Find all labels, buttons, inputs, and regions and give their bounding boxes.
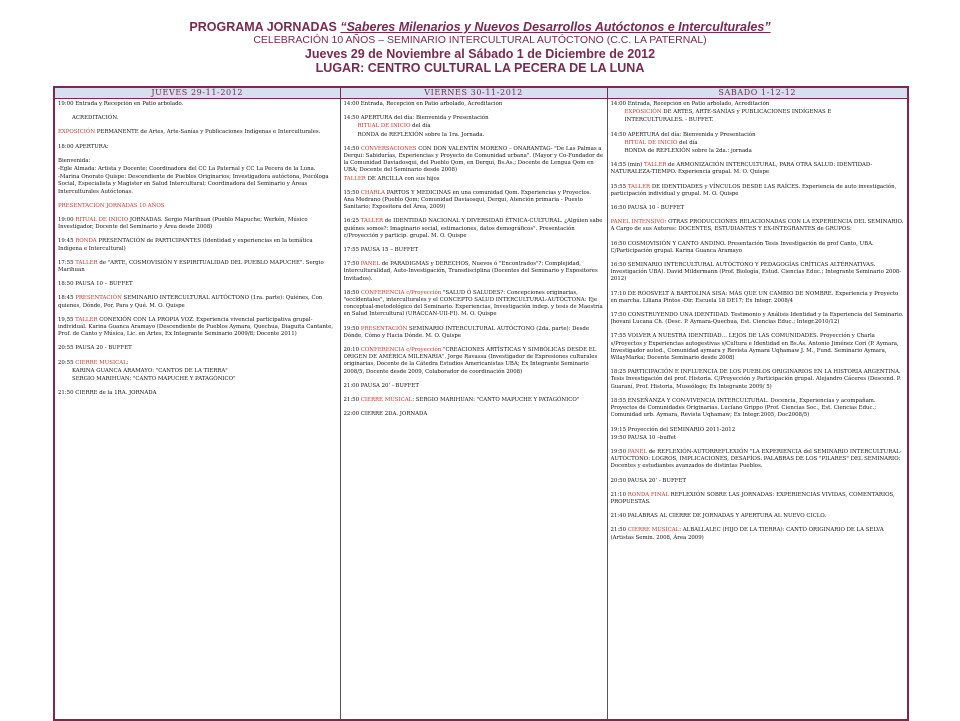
entry-keyword: PANEL INTENSIVO [610, 219, 665, 226]
schedule-entry [344, 411, 604, 418]
program-title [0, 20, 960, 34]
entry-description: : ALBALLALEC (HIJO DE LA TIERRA): CANTO ORIGINARIO DE LA SELVA (Artistas Semin. 2008, Área 2009) [610, 527, 884, 541]
program-dates: Jueves 29 de Noviembre al Sábado 1 de Diciembre de 2012 [304, 47, 656, 61]
schedule-entry [611, 132, 905, 139]
entry-time-text: 21:50 CIERRE de la 1RA. JORNADA [58, 390, 157, 397]
entry-description: de REFLEXIÓN-AUTORREFLEXIÓN "LA EXPERIENCIA del SEMINARIO INTERCULTURAL-AUTÓCTONO: LOGROS, IMPLICACIONES, DESAFÍOS. PALABRAS DE LOS "PILARES" DEL SEMINARIO: Docentes y estudiantes avanzados de distintas Pueblos. [610, 448, 902, 470]
schedule-entry [611, 291, 905, 305]
program-title-prefix: PROGRAMA JORNADAS [189, 20, 341, 34]
schedule-entry [344, 383, 604, 390]
entry-description: KARINA GUANCA ARAMAYO: "CANTOS DE LA TIERRA" [72, 367, 228, 374]
schedule-entry [611, 262, 905, 284]
schedule-entry [611, 513, 905, 520]
schedule-entry [58, 390, 337, 397]
entry-time-text: 20:55 PAUSA 20 - BUFFET [58, 345, 132, 352]
entry-keyword: TALLER [643, 162, 667, 169]
saturday-entries [611, 101, 905, 717]
entry-keyword: CIERRE MUSICAL [75, 359, 127, 366]
entry-description: CON DON VALENTÍN MORENO – ONARANTAG- "De Las Palmas a Derqui: Sabidurías, Experiencias y Proyecto de Comunidad urbana". (Mayor y Co-Fundador de la Comunidad Daviadosqui, del Pueblo Qom, en Derqui, Bs.As.; Docente de Lengua Qom en UBA; Docente del Seminario desde 2008) [343, 145, 604, 174]
schedule-entry [344, 146, 604, 175]
entry-description: : [126, 359, 129, 366]
entry-keyword: RITUAL DE INICIO [624, 139, 678, 146]
entry-description: CONEXIÓN CON LA PROPIA VOZ. Experiencia vivencial participativa grupal-individual. Karina Guanca Aramayo (Descendiente de Pueblos Aymara, Quechua, Diaguita Cantante, Prof. de Canto y Música, Lic. en Artes, Ex Integrante Seminario 2009/8; Docente 2011) [58, 316, 333, 338]
schedule-entry [344, 132, 604, 139]
entry-time-text: 20:10 [343, 347, 361, 354]
entry-description: : SERGIO MARIHUAN: "CANTO MAPUCHE Y PATAGÓNICO" [412, 397, 580, 404]
entry-keyword: EXPOSICIÓN [58, 129, 96, 136]
friday-entries [344, 101, 604, 717]
schedule-entry [58, 376, 337, 383]
schedule-entry [58, 238, 337, 252]
entry-time-text: 18:55 ENSEÑANZA Y CON-VIVENCIA INTERCULTURAL. Docencia, Experiencias y acompañam. Proyectos de Comunidades Originarias. Luciano Grippo (Prof. Ciencias Soc., Est. Ciencias Educ.; Comunidad urb. Aymara, Revista Uqhamaw; Ex Integr.2005, Doc2008/5) [610, 397, 877, 419]
entry-description: RONDA de REFLEXIÓN sobre la 2da.: jornada [624, 148, 752, 155]
entry-time-text: 14:50 [343, 145, 361, 152]
entry-time-text: 19:15 Proyección del SEMINARIO 2011-2012 [610, 426, 736, 433]
entry-time-text: 14:55 (min) [610, 162, 644, 169]
entry-time-text: 15:55 [610, 183, 628, 190]
entry-time-text: 14:00 Entrada, Recepción en Patio arbolado, Acreditación [610, 101, 770, 107]
entry-keyword: CONFERENCIA c/Proyección [360, 289, 442, 296]
entry-time-text: 17:50 [343, 261, 361, 268]
schedule-entry [58, 260, 337, 274]
entry-time-text: 18:45 [58, 295, 76, 302]
entry-description: de ARMONIZACIÓN INTERCULTURAL, PARA OTRA SALUD: IDENTIDAD-NATURALEZA-TIEMPO. Experiencia grupal. M. O. Quispe [610, 162, 873, 176]
schedule-entry [611, 527, 905, 541]
day-column-saturday [607, 99, 908, 721]
entry-keyword: CIERRE MUSICAL [627, 527, 680, 534]
entry-description: SEMINARIO INTERCULTURAL AUTÓCTONO (2da. parte): Desde Dónde, Cómo y Hacia Dónde. M. O. Quispe [343, 325, 590, 339]
schedule-entry [58, 281, 337, 288]
entry-description: de IDENTIDAD NACIONAL Y DIVERSIDAD ÉTNICA-CULTURAL. ¿Algúien sabe quiénes somos?: Imaginario social, estimaciones, datos demográficos". Presentación c/Proyección y particip. grupal. M. O. Quispe [343, 218, 603, 239]
entry-keyword: RITUAL DE INICIO [75, 217, 129, 224]
schedule-entry [58, 295, 337, 309]
entry-description: -Marina Onorato Quispe: Descendiente de Pueblos Originarios; Investigadora autóctona, Psicóloga Social, Especialista y Magister en Salud Intercultural; Coordinadora del Seminario y Áreas Interculturales Autóctonas. [58, 174, 329, 195]
schedule-entry [58, 360, 337, 367]
entry-keyword: PRESENTACIÓN [360, 325, 408, 332]
entry-description: JORNADAS. Sergio Marihuan (Pueblo Mapuche; Werkén, Músico Investigador, Docente del Seminario y Área desde 2008) [58, 217, 308, 231]
entry-time-text: 18:50 PAUSA 10 – BUFFET [58, 281, 133, 288]
schedule-entry [58, 217, 337, 231]
schedule-entry [58, 101, 337, 108]
entry-time-text: 19:00 [58, 217, 76, 224]
entry-keyword: PANEL [360, 261, 381, 268]
entry-time-text: 16:50 PAUSA 10 - BUFFET [610, 205, 685, 212]
entry-time-text: 20:55 [58, 359, 76, 366]
schedule-entry [344, 397, 604, 404]
schedule-entry [611, 109, 905, 116]
schedule-entry [58, 115, 337, 122]
entry-time-text: 21:50 [610, 527, 628, 534]
entry-description: RONDA de REFLEXIÓN sobre la 1ra. Jornada. [357, 131, 485, 138]
schedule-entry [611, 427, 905, 434]
schedule-entry [611, 219, 905, 233]
program-subtitle: CELEBRACIÓN 10 AÑOS – SEMINARIO INTERCULTURAL AUTÓCTONO (C.C. LA PATERNAL) [253, 34, 707, 46]
entry-description: : OTRAS PRODUCCIONES RELACIONADAS CON LA EXPERIENCIA DEL SEMINARIO. A Cargo de sus Autores: DOCENTES, ESTUDIANTES Y EX-INTEGRANTES de GRUPOS: [610, 219, 904, 233]
entry-time-text: 16:50 SEMINARIO INTERCULTURAL AUTÓCTONO Y PEDAGOGÍAS CRÍTICAS ALTERNATIVAS. Investigación UBA). David Mildermann (Prof. Biología, Estud. Ciencias Educ.; Integrante Seminario 2008-2012) [610, 262, 902, 283]
entry-time-text: 21:50 [343, 397, 361, 404]
entry-time-text: 19:45 [58, 238, 76, 245]
entry-description: de PARADIGMAS y DERECHOS, Nuevos ó "Encontrados"?: Complejidad, Interculturalidad, Auto-Investigación, Transdisciplina (Docentes del Seminario y Expositores Invitados). [343, 261, 598, 282]
entry-time-text: 17:10 DE ROOSVELT A BARTOLINA SISA: MÁS QUE UN CAMBIO DE NOMBRE. Experiencia y Proyecto en marcha. Liliana Pintos -Dir. Escuela 18 DE17; Ex Integr. 2008/4 [610, 290, 899, 304]
entry-keyword: TALLER [343, 175, 366, 182]
entry-keyword: RITUAL DE INICIO [357, 123, 411, 130]
entry-time-text: 17:50 CONSTRUYENDO UNA IDENTIDAD. Testimonio y Análisis Identidad y la Experiencia del Seminario. Jhovani Lucana Ch. (Desc. P. Aymara-Quechua, Est. Ciencias Educ.; Integr.2010/12) [610, 312, 904, 326]
entry-keyword: RONDA FINAL [627, 491, 669, 498]
schedule-entry [58, 317, 337, 339]
schedule-header-row [54, 87, 908, 99]
day-column-thursday [54, 99, 340, 721]
entry-keyword: CONVERSACIONES [360, 145, 417, 152]
entry-description: DE IDENTIDADES y VÍNCULOS DESDE LAS RAÍCES. Experiencia de auto investigación, participación individual y grupal. M. O. Quispe [610, 183, 897, 197]
schedule-entry [344, 218, 604, 240]
schedule-entry [58, 144, 337, 151]
entry-description: DE ARCILLA con sus hijos [365, 175, 440, 182]
entry-time-text: 15:50 [343, 189, 361, 196]
entry-description: SERGIO MARIHUAN: "CANTO MAPUCHE Y PATAGÓNICO" [72, 376, 236, 383]
entry-keyword: TALLER [75, 316, 98, 323]
entry-keyword: PRESENTACIÓN [75, 295, 122, 302]
program-header [0, 20, 960, 75]
entry-description: PARTOS Y MEDICINAS en una comunidad Qom. Experiencias y Proyectos. Ana Medrano (Pueblo Qom; Comunidad Daviaosqui, Derqui, Atención primaria - Puesto Sanitario; Expositora del Área, 2009) [343, 189, 592, 211]
entry-time-text: 14:50 APERTURA del día: Bienvenida y Presentación [610, 131, 756, 138]
entry-time-text: 16:50 COSMOVISIÓN Y CANTO ANDINO. Presentación Tesis Investigación de prof Canto, UBA. C/Participación grupal. Karina Guanca Aramayo [610, 240, 874, 254]
entry-time-text: 21:00 PAUSA 20’ - BUFFET [343, 382, 419, 389]
schedule-entry [611, 478, 905, 485]
thursday-entries [58, 101, 337, 717]
schedule-entry [611, 148, 905, 155]
entry-keyword: CIERRE MUSICAL [360, 397, 413, 404]
schedule-entry [611, 101, 905, 108]
entry-time-text: 17:55 [58, 259, 76, 266]
entry-time-text: 18:25 PARTICIPACIÓN E INFLUENCIA DE LOS PUEBLOS ORIGINARIOS EN LA HISTORIA ARGENTINA. Tesis Investigación del prof. Historia. C/Proyección y Participación grupal. Alejandro Cáceres (Descend. P. Guaraní, Prof. Historia, Museólogo; Ex Integrante 2009/ 5) [610, 369, 901, 390]
entry-keyword: RONDA [75, 238, 97, 245]
schedule-entry [611, 333, 905, 362]
day-header-thursday: JUEVES 29-11-2012 [54, 87, 340, 99]
schedule-entry [611, 492, 905, 506]
schedule-entry [344, 347, 604, 376]
entry-time-text: 17:55 PAUSA 15 – BUFFET [343, 247, 419, 254]
entry-time-text: 18:00 APERTURA: [58, 143, 109, 150]
entry-keyword: TALLER [627, 183, 651, 190]
schedule-entry [58, 203, 337, 210]
entry-time-text: 19,55 [58, 316, 76, 323]
schedule-entry [58, 368, 337, 375]
schedule-entry [611, 117, 905, 124]
entry-description: PERMANENTE de Artes, Arte-Sanías y Publicaciones Indígenas e Interculturales. [95, 129, 321, 136]
entry-description: INTERCULTURALES. - BUFFET. [624, 117, 714, 124]
entry-description: PRESENTACIÓN de PARTICIPANTES (Identidad y experiencias en la temática Indígena e Intercultural) [58, 238, 313, 252]
entry-time-text: 19:00 Entrada y Recepción en Patio arbolado. [58, 101, 184, 107]
entry-keyword: TALLER [75, 259, 98, 266]
schedule-entry [344, 290, 604, 319]
entry-description: ACREDITACIÓN. [72, 115, 119, 122]
entry-time-text: 19:50 [343, 325, 361, 332]
entry-time-text: 14:50 APERTURA del día: Bienvenida y Presentación [343, 115, 489, 122]
entry-time-text: 19:50 PAUSA 10 –buffet [610, 434, 676, 441]
schedule-entry [611, 369, 905, 391]
entry-time-text: 21:10 [610, 491, 628, 498]
schedule-entry [58, 174, 337, 196]
schedule-table [53, 86, 909, 721]
day-header-friday: VIERNES 30-11-2012 [340, 87, 607, 99]
schedule-entry [344, 101, 604, 108]
entry-description: de "ARTE, COSMOVISIÓN Y ESPIRITUALIDAD DEL PUEBLO MAPUCHE". Sergio Marihuan [58, 259, 324, 274]
entry-keyword: TALLER [360, 218, 384, 225]
entry-time-text: 19:50 [610, 448, 628, 455]
schedule-entry [611, 140, 905, 147]
day-column-friday [340, 99, 607, 721]
schedule-entry [344, 190, 604, 212]
entry-time-text: 16:25 [343, 218, 361, 225]
schedule-entry [344, 176, 604, 183]
entry-time-text: 22:00 CIERRE 2DA. JORNADA [343, 411, 428, 418]
program-venue: LUGAR: CENTRO CULTURAL LA PECERA DE LA LUNA [315, 61, 645, 75]
entry-description: SEMINARIO INTERCULTURAL AUTÓCTONO (1ra. parte): Quiénes, Con quienes, Dónde, Por, Para y Qué. M. O. Quispe [58, 295, 323, 309]
entry-description: REFLEXIÓN SOBRE LAS JORNADAS: EXPERIENCIAS VIVIDAS, COMENTARIOS, PROPUESTAS. [610, 491, 895, 505]
schedule-body-row [54, 99, 908, 721]
entry-time-text: 21:40 PALABRAS AL CIERRE DE JORNADAS Y APERTURA AL NUEVO CICLO. [610, 513, 827, 520]
schedule-entry [611, 205, 905, 212]
schedule-entry [58, 129, 337, 136]
schedule-entry [611, 162, 905, 176]
entry-description: del día [410, 123, 431, 130]
entry-keyword: CHARLA [360, 189, 385, 196]
entry-time-text: 18:50 [343, 289, 361, 296]
schedule-entry [344, 123, 604, 130]
entry-description: del día [677, 139, 698, 146]
schedule-entry [344, 115, 604, 122]
schedule-entry [344, 261, 604, 283]
entry-keyword: EXPOSICIÓN [624, 109, 662, 116]
program-title-quote: “Saberes Milenarios y Nuevos Desarrollos Autóctonos e Interculturales” [340, 20, 771, 34]
schedule-entry [611, 241, 905, 255]
schedule-entry [611, 398, 905, 420]
schedule-entry [58, 345, 337, 352]
entry-time-text: 20:50 PAUSA 20’ - BUFFET [610, 477, 686, 484]
entry-keyword: PANEL [627, 448, 648, 455]
schedule-entry [344, 247, 604, 254]
schedule-entry [611, 184, 905, 198]
schedule-entry [58, 166, 337, 173]
entry-description: -Egle Almada: Artista y Docente; Coordinadora del CC La Paternal y CC La Pecera de la Luna. [58, 166, 316, 173]
schedule-entry [611, 449, 905, 471]
entry-time-text: 17:55 VOLVER A NUESTRA IDENTIDAD… LEJOS DE LAS COMUNIDADES. Proyección y Charla s/Proyectos y Experiencias autogestivas s/Cultura e Identidad en Bs.As. Antonio Jiménez Cori (P. Aymara, Investigador autod., Comunidad aymara y Revista Aymara Uqhamaw J. M., Fund. Seminario Aymara, WilayMarka; Docente Seminario desde 2008) [610, 333, 899, 362]
entry-description: "CREACIONES ARTÍSTICAS Y SIMBÓLICAS DESDE EL ORIGEN DE AMÉRICA MILENARIA". Jorge Ravassa (Investigador de Expresiones culturales originarias, Docente de la Cátedra Estudios Americanistas UBA; Ex Integrante Seminario 2008/5, Docente desde 2009, Colaborador de coordinación 2008) [343, 347, 598, 375]
entry-time-text: 14:00 Entrada, Recepción en Patio arbolado, Acreditación [343, 101, 503, 107]
schedule-entry [611, 312, 905, 326]
day-header-saturday: SABADO 1-12-12 [607, 87, 908, 99]
entry-keyword: PRESENTACIÓN JORNADAS 10 AÑOS [58, 202, 165, 209]
entry-keyword: CONFERENCIA c/Proyección [360, 347, 442, 354]
entry-time-text: Bienvenida: [58, 157, 91, 164]
entry-description: "SALUD Ó SALUDES?: Concepciones originarias, "occidentales", interculturales y el CONCEPTO SALUD INTERCULTURAL-AUTÓCTONA: Eje conceptual-metodológico del Seminario. Experiencias, Investigación indep. y tesis de Maestría en Salud Intercultural (URACCAN-UII-FI). M. O. Quispe [343, 289, 603, 318]
entry-description: DE ARTES, ARTE-SANÍAS y PUBLICACIONES INDÍGENAS E [661, 109, 832, 116]
schedule-entry [58, 158, 337, 165]
schedule-entry [344, 326, 604, 340]
schedule-entry [611, 435, 905, 442]
